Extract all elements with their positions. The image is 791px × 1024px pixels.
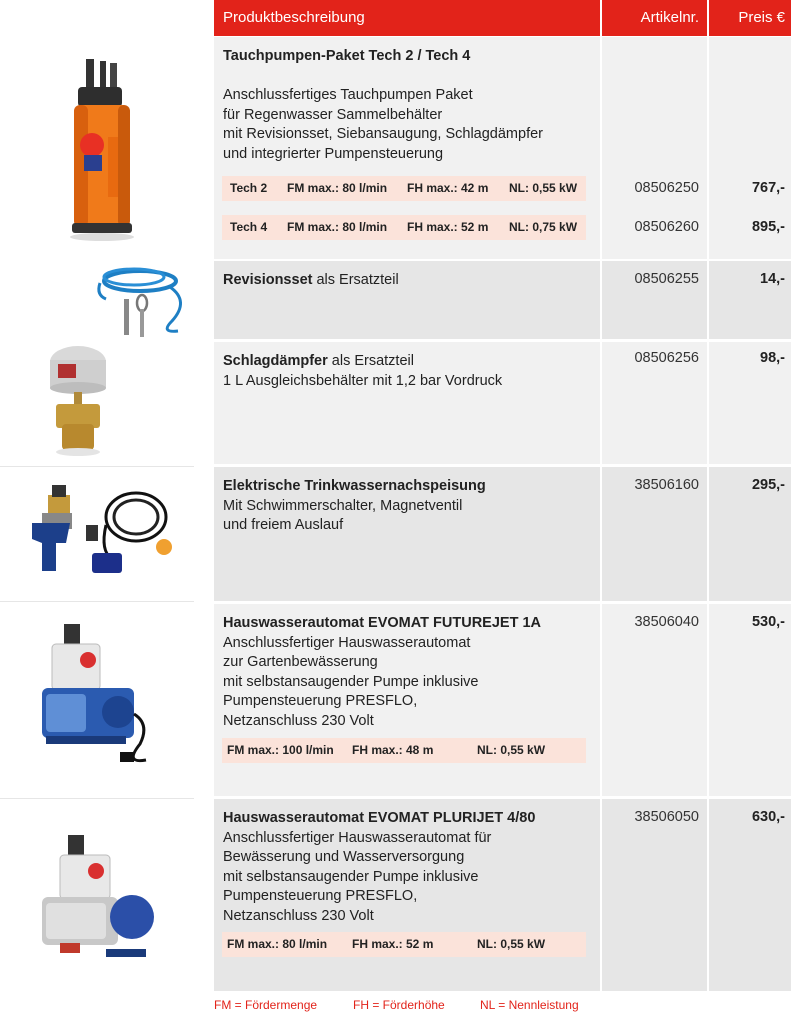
article-number: 08506256 xyxy=(634,350,699,366)
price: 530,- xyxy=(751,614,785,630)
spec-bar xyxy=(222,176,586,201)
article-number: 38506160 xyxy=(634,477,699,493)
article-cell xyxy=(602,342,707,464)
product-title-suffix: als Ersatzteil xyxy=(312,272,399,288)
article-cell xyxy=(602,604,707,796)
price: 895,- xyxy=(751,219,785,235)
description-line: Netzanschluss 230 Volt xyxy=(223,907,374,924)
price-cell xyxy=(709,604,791,796)
multistage-pump-icon xyxy=(0,799,194,991)
header-description: Produktbeschreibung xyxy=(214,0,600,36)
spec-nl: NL: 0,55 kW xyxy=(477,743,546,757)
article-cell xyxy=(602,799,707,991)
rope-set-icon xyxy=(0,261,194,339)
description-line: Anschlussfertiges Tauchpumpen Paket xyxy=(223,87,473,103)
price: 98,- xyxy=(760,350,785,366)
description-line: Netzanschluss 230 Volt xyxy=(223,712,374,729)
description-line: mit selbstansaugender Pumpe inklusive xyxy=(223,673,479,690)
pressure-vessel-icon xyxy=(0,342,194,464)
legend-fh: FH = Förderhöhe xyxy=(353,998,445,1012)
description-line: für Regenwasser Sammelbehälter xyxy=(223,106,443,123)
price-cell xyxy=(709,467,791,601)
description-line: 1 L Ausgleichsbehälter mit 1,2 bar Vordruck xyxy=(223,372,503,389)
submersible-pump-icon xyxy=(0,37,194,259)
article-cell xyxy=(602,37,707,259)
product-title: Hauswasserautomat EVOMAT PLURIJET 4/80 xyxy=(223,810,536,826)
variant-name: Tech 4 xyxy=(230,220,268,234)
price: 14,- xyxy=(760,271,785,287)
spec-fh: FH max.: 48 m xyxy=(352,743,434,757)
description-line: zur Gartenbewässerung xyxy=(223,654,378,670)
product-description xyxy=(214,604,600,796)
product-row-schlagdaempfer xyxy=(0,342,791,464)
product-description xyxy=(214,261,600,339)
header-article-number: Artikelnr. xyxy=(602,0,707,36)
description-line: Bewässerung und Wasserversorgung xyxy=(223,849,465,865)
description-line: und integrierter Pumpensteuerung xyxy=(223,145,444,162)
price: 295,- xyxy=(751,477,785,493)
article-number: 38506040 xyxy=(634,614,699,630)
description-line: Anschlussfertiger Hauswasserautomat xyxy=(223,634,471,651)
spec-fh: FH max.: 42 m xyxy=(407,181,489,195)
legend xyxy=(214,998,791,1018)
article-cell xyxy=(602,261,707,339)
product-title: Elektrische Trinkwassernachspeisung xyxy=(223,478,486,494)
description-line: mit Revisionsset, Siebansaugung, Schlagdämpfer xyxy=(223,126,543,142)
description-line: Mit Schwimmerschalter, Magnetventil xyxy=(223,497,463,514)
product-row-plurijet xyxy=(0,799,791,991)
spec-fh: FH max.: 52 m xyxy=(407,220,489,234)
spec-nl: NL: 0,75 kW xyxy=(509,220,578,234)
jet-pump-icon xyxy=(0,604,194,796)
spec-fm: FM max.: 80 l/min xyxy=(287,181,388,195)
price: 630,- xyxy=(751,809,785,825)
price-cell xyxy=(709,342,791,464)
spec-bar xyxy=(222,738,586,763)
variant-name: Tech 2 xyxy=(230,181,268,195)
spec-nl: NL: 0,55 kW xyxy=(509,181,578,195)
table-header xyxy=(0,0,791,36)
spec-nl: NL: 0,55 kW xyxy=(477,937,546,951)
article-number: 38506050 xyxy=(634,809,699,825)
product-title: Revisionsset xyxy=(223,272,313,288)
description-line: Pumpensteuerung PRESFLO, xyxy=(223,888,418,904)
article-number: 08506250 xyxy=(634,180,699,196)
price-cell xyxy=(709,261,791,339)
product-description xyxy=(214,799,600,991)
divider xyxy=(0,601,194,602)
product-description xyxy=(214,342,600,464)
article-number: 08506255 xyxy=(634,271,699,287)
refill-unit-icon xyxy=(0,467,194,601)
article-cell xyxy=(602,467,707,601)
spec-bar xyxy=(222,215,586,240)
spec-bar xyxy=(222,932,586,957)
spec-fm: FM max.: 80 l/min xyxy=(227,937,328,951)
description-line: Anschlussfertiger Hauswasserautomat für xyxy=(223,829,492,846)
description-line: mit selbstansaugender Pumpe inklusive xyxy=(223,868,479,885)
price-cell xyxy=(709,37,791,259)
legend-fm: FM = Fördermenge xyxy=(214,998,318,1012)
header-price: Preis € xyxy=(709,0,791,36)
product-description xyxy=(214,467,600,601)
description-line: Pumpensteuerung PRESFLO, xyxy=(223,693,418,709)
legend-nl: NL = Nennleistung xyxy=(480,998,579,1012)
product-title: Tauchpumpen-Paket Tech 2 / Tech 4 xyxy=(223,48,471,64)
spec-fm: FM max.: 80 l/min xyxy=(287,220,388,234)
product-row-futurejet xyxy=(0,604,791,796)
product-title: Hauswasserautomat EVOMAT FUTUREJET 1A xyxy=(223,615,541,631)
product-title: Schlagdämpfer xyxy=(223,353,328,369)
description-line: und freiem Auslauf xyxy=(223,517,344,533)
product-row-revisionsset xyxy=(0,261,791,339)
article-number: 08506260 xyxy=(634,219,699,235)
spec-fm: FM max.: 100 l/min xyxy=(227,743,334,757)
product-title-suffix: als Ersatzteil xyxy=(327,353,414,369)
spec-fh: FH max.: 52 m xyxy=(352,937,434,951)
product-row-nachspeisung xyxy=(0,467,791,601)
price: 767,- xyxy=(751,180,785,196)
price-cell xyxy=(709,799,791,991)
